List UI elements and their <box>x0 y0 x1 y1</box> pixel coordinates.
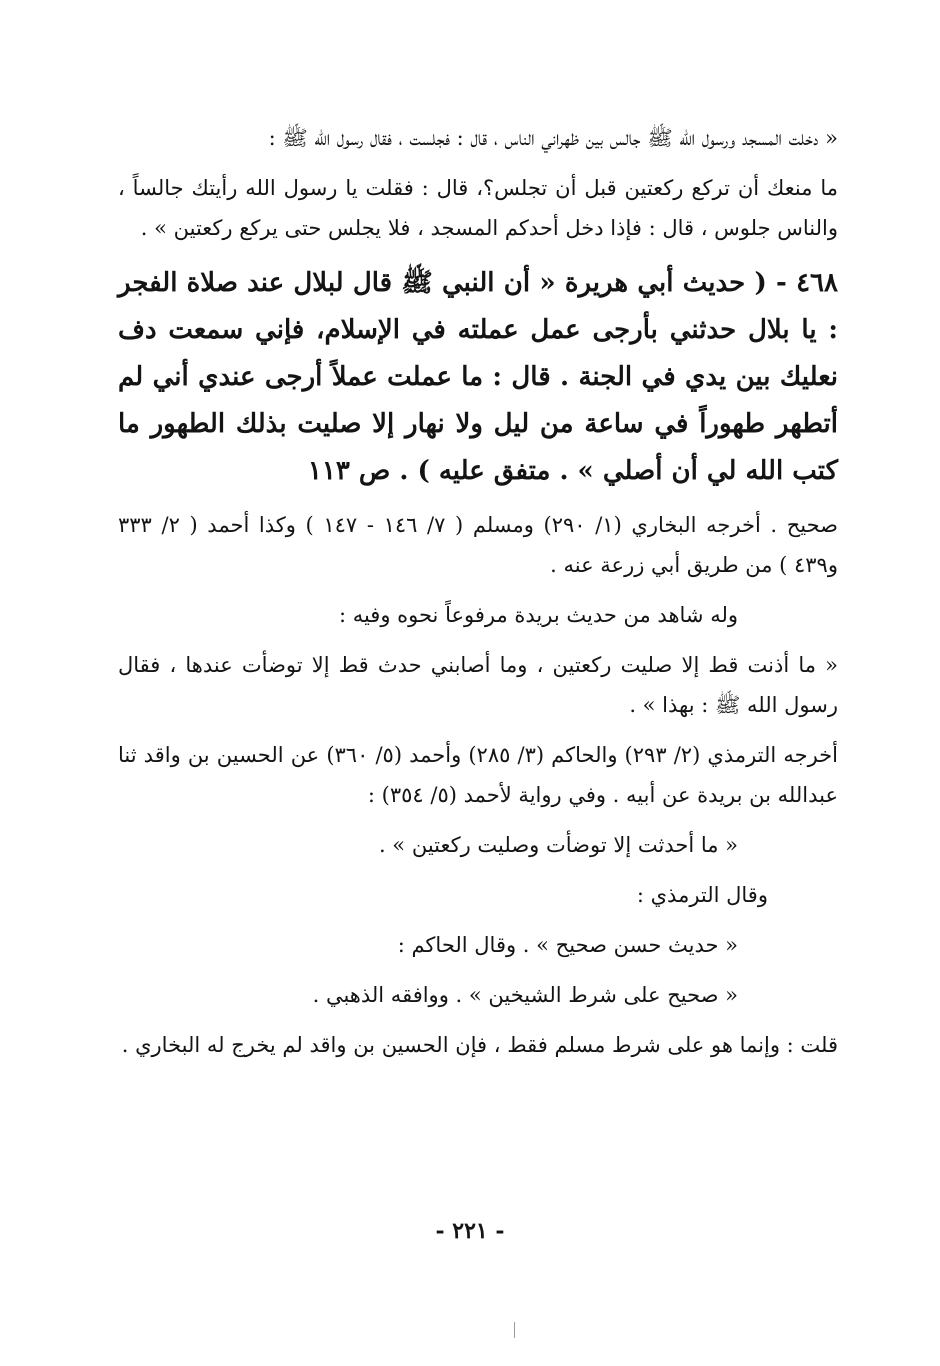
hadith-468-text: ٤٦٨ - ( حديث أبي هريرة « أن النبي ﷺ قال لبلال عند صلاة الفجر : يا بلال حدثني بأرجى عمل عملته في الإسلام، فإني سمعت دف نعليك بين يدي في الجنة . قال : ما عملت عملاً أرجى عندي أني لم أتطهر طهوراً في ساعة من ليل ولا نهار إلا صليت بذلك الطهور ما كتب الله لي أن أصلي » . متفق عليه ) . ص ١١٣ <box>118 268 838 486</box>
witness-quote: « ما أذنت قط إلا صليت ركعتين ، وما أصابني حدث قط إلا توضأت عندها ، فقال رسول الله ﷺ : بهذا » . <box>118 653 838 717</box>
tirmidhi-said: وقال الترمذي : <box>636 883 768 907</box>
witness-intro: وله شاهد من حديث بريدة مرفوعاً نحوه وفيه : <box>338 603 738 627</box>
author-comment: قلت : وإنما هو على شرط مسلم فقط ، فإن الحسين بن واقد لم يخرج له البخاري . <box>121 1033 838 1057</box>
ahmad-quote: « ما أحدثت إلا توضأت وصليت ركعتين » . <box>378 833 738 857</box>
hadith-quote-paragraph: ما منعك أن تركع ركعتين قبل أن تجلس؟، قال : فقلت يا رسول الله رأيتك جالساً ، والناس جلوس ، قال : فإذا دخل أحدكم المسجد ، فلا يجلس حتى يركع ركعتين » . <box>118 176 838 240</box>
tirmidhi-grading: « حديث حسن صحيح » . وقال الحاكم : <box>397 933 738 957</box>
takhrij-paragraph: صحيح . أخرجه البخاري (١/ ٢٩٠) ومسلم ( ٧/ ١٤٦ - ١٤٧ ) وكذا أحمد ( ٢/ ٣٣٣ و٤٣٩ ) من طريق أبي زرعة عنه . <box>118 513 838 577</box>
hakim-grading: « صحيح على شرط الشيخين » . ووافقه الذهبي . <box>312 983 738 1007</box>
page-number: - ٢٢١ - <box>435 1218 505 1244</box>
hadith-quote-continuation: « دخلت المسجد ورسول الله ﷺ جالس بين ظهراني الناس ، قال : فجلست ، فقال رسول الله ﷺ : <box>268 126 838 150</box>
page-body <box>118 118 838 1065</box>
witness-takhrij: أخرجه الترمذي (٢/ ٢٩٣) والحاكم (٣/ ٢٨٥) وأحمد (٥/ ٣٦٠) عن الحسين بن واقد ثنا عبدالله بن بريدة عن أبيه . وفي رواية لأحمد (٥/ ٣٥٤) : <box>118 743 838 807</box>
scan-mark <box>514 1322 515 1338</box>
